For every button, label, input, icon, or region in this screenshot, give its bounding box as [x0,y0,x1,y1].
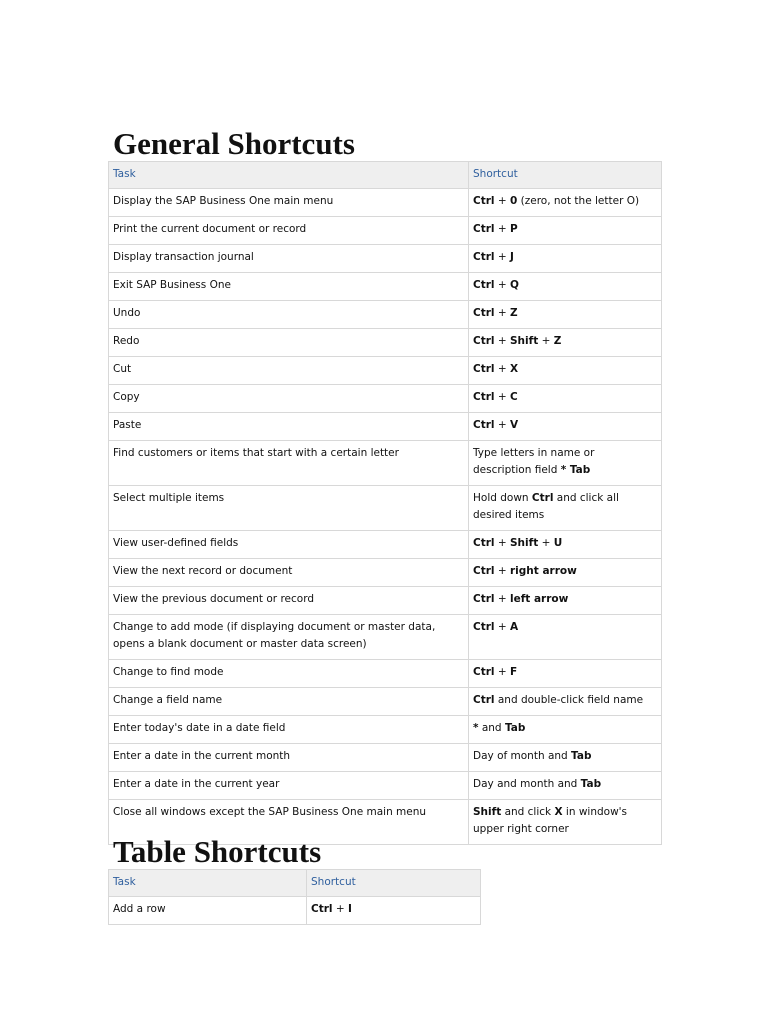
table-row [109,744,662,772]
task-cell: Display the SAP Business One main menu [109,189,469,217]
table-row [109,486,662,531]
shortcut-cell [469,531,662,559]
shortcut-text: + [494,537,510,549]
shortcut-key: Tab [571,750,592,762]
shortcut-cell [469,587,662,615]
shortcut-key: Tab [580,778,602,790]
shortcut-cell [469,385,662,413]
shortcut-key: * Tab [560,464,591,476]
task-cell: View the previous document or record [109,587,469,615]
shortcut-text: + [494,565,510,577]
task-cell: View user-defined fields [109,531,469,559]
shortcut-cell [469,301,662,329]
shortcut-cell [469,660,662,688]
task-cell: Enter a date in the current year [109,772,469,800]
table-row [109,385,662,413]
column-header-task: Task [109,870,307,897]
shortcut-text: + [332,903,348,915]
task-cell: Find customers or items that start with a certain letter [109,441,469,486]
shortcut-text: + [494,223,510,235]
task-cell: Add a row [109,897,307,925]
shortcut-key: J [510,251,514,263]
shortcut-text: + [494,419,510,431]
table-row [109,189,662,217]
shortcut-text: + [494,363,510,375]
shortcut-key: Ctrl [473,391,495,403]
shortcut-key: V [510,419,519,431]
shortcut-key: Shift [510,537,539,549]
shortcut-key: Tab [504,722,526,734]
table-row [109,301,662,329]
task-cell: Change to add mode (if displaying document or master data, opens a blank document or master data screen) [109,615,469,660]
shortcut-key: Ctrl [473,419,495,431]
shortcut-key: Ctrl [473,621,495,633]
column-header-shortcut: Shortcut [307,870,481,897]
shortcut-cell [469,716,662,744]
shortcut-cell [469,441,662,486]
shortcut-key: P [510,223,518,235]
shortcut-text: + [494,391,510,403]
task-cell: Enter a date in the current month [109,744,469,772]
table-row [109,897,481,925]
shortcut-cell [469,413,662,441]
table-row [109,559,662,587]
column-header-task: Task [109,162,469,189]
shortcut-text: + [494,279,510,291]
task-cell: Undo [109,301,469,329]
task-cell: Redo [109,329,469,357]
shortcut-key: * [473,722,479,734]
shortcut-key: Ctrl [473,307,495,319]
task-cell: Close all windows except the SAP Business One main menu [109,800,469,845]
shortcut-cell [469,688,662,716]
shortcut-cell [469,357,662,385]
shortcut-text: Type letters in name or description field [473,447,595,476]
shortcut-text: and double-click field name [494,694,644,706]
shortcut-cell [469,217,662,245]
shortcut-text: + [494,195,510,207]
task-cell: Display transaction journal [109,245,469,273]
shortcut-key: X [510,363,519,375]
shortcut-key: Ctrl [473,565,495,577]
table-shortcuts-table [108,869,481,925]
table-row [109,531,662,559]
shortcut-key: I [348,903,352,915]
shortcut-text: + [494,251,510,263]
shortcut-cell [469,744,662,772]
shortcut-key: Ctrl [473,363,495,375]
task-cell: Copy [109,385,469,413]
shortcut-cell [469,800,662,845]
shortcut-text: and click all desired items [473,492,619,521]
table-shortcuts-heading: Table Shortcuts [113,834,322,869]
shortcut-key: Ctrl [473,335,495,347]
table-row [109,357,662,385]
shortcut-key: A [510,621,519,633]
shortcut-key: Ctrl [473,195,495,207]
shortcut-cell [469,245,662,273]
table-header-row [109,162,662,189]
shortcut-text: + [538,537,554,549]
shortcut-cell [307,897,481,925]
shortcut-text: + [494,621,510,633]
task-cell: Print the current document or record [109,217,469,245]
column-header-shortcut: Shortcut [469,162,662,189]
table-row [109,329,662,357]
table-row [109,716,662,744]
shortcut-key: Ctrl [473,694,495,706]
shortcut-key: U [553,537,563,549]
shortcut-key: Z [553,335,562,347]
shortcut-key: Q [510,279,519,291]
shortcut-cell [469,329,662,357]
shortcut-key: F [510,666,518,678]
table-row [109,615,662,660]
table-row [109,217,662,245]
shortcut-text: + [494,666,510,678]
shortcut-text: + [494,307,510,319]
table-header-row [109,870,481,897]
shortcut-cell [469,273,662,301]
shortcut-cell [469,559,662,587]
shortcut-text: Day and month and [473,778,581,790]
table-row [109,441,662,486]
shortcut-key: Shift [473,806,502,818]
shortcut-key: Ctrl [473,593,495,605]
shortcut-key: Ctrl [311,903,333,915]
shortcut-cell [469,615,662,660]
shortcut-key: Ctrl [473,666,495,678]
shortcut-key: Ctrl [473,251,495,263]
shortcut-text: and click [501,806,555,818]
shortcut-key: 0 [510,195,518,207]
shortcut-cell [469,486,662,531]
general-shortcuts-heading: General Shortcuts [113,126,355,161]
table-row [109,660,662,688]
table-row [109,413,662,441]
shortcut-text: (zero, not the letter O) [517,195,640,207]
task-cell: Enter today's date in a date field [109,716,469,744]
task-cell: Exit SAP Business One [109,273,469,301]
shortcut-text: + [494,593,510,605]
table-row [109,772,662,800]
shortcut-text: Hold down [473,492,532,504]
task-cell: View the next record or document [109,559,469,587]
shortcut-key: C [510,391,518,403]
shortcut-text: and [478,722,505,734]
shortcut-key: Ctrl [473,223,495,235]
shortcut-key: Z [510,307,518,319]
shortcut-key: X [554,806,563,818]
task-cell: Select multiple items [109,486,469,531]
task-cell: Cut [109,357,469,385]
shortcut-text: + [538,335,554,347]
shortcut-key: Ctrl [473,279,495,291]
shortcut-key: Shift [510,335,539,347]
shortcut-text: + [494,335,510,347]
task-cell: Change a field name [109,688,469,716]
shortcut-text: Day of month and [473,750,572,762]
table-row [109,245,662,273]
shortcut-cell [469,772,662,800]
task-cell: Change to find mode [109,660,469,688]
shortcut-key: right arrow [510,565,577,577]
shortcut-key: Ctrl [473,537,495,549]
table-row [109,587,662,615]
general-shortcuts-table [108,161,662,845]
shortcut-key: left arrow [510,593,569,605]
task-cell: Paste [109,413,469,441]
shortcut-cell [469,189,662,217]
table-row [109,688,662,716]
table-row [109,273,662,301]
shortcut-key: Ctrl [531,492,554,504]
shortcut-text: in window's upper right corner [473,806,628,835]
